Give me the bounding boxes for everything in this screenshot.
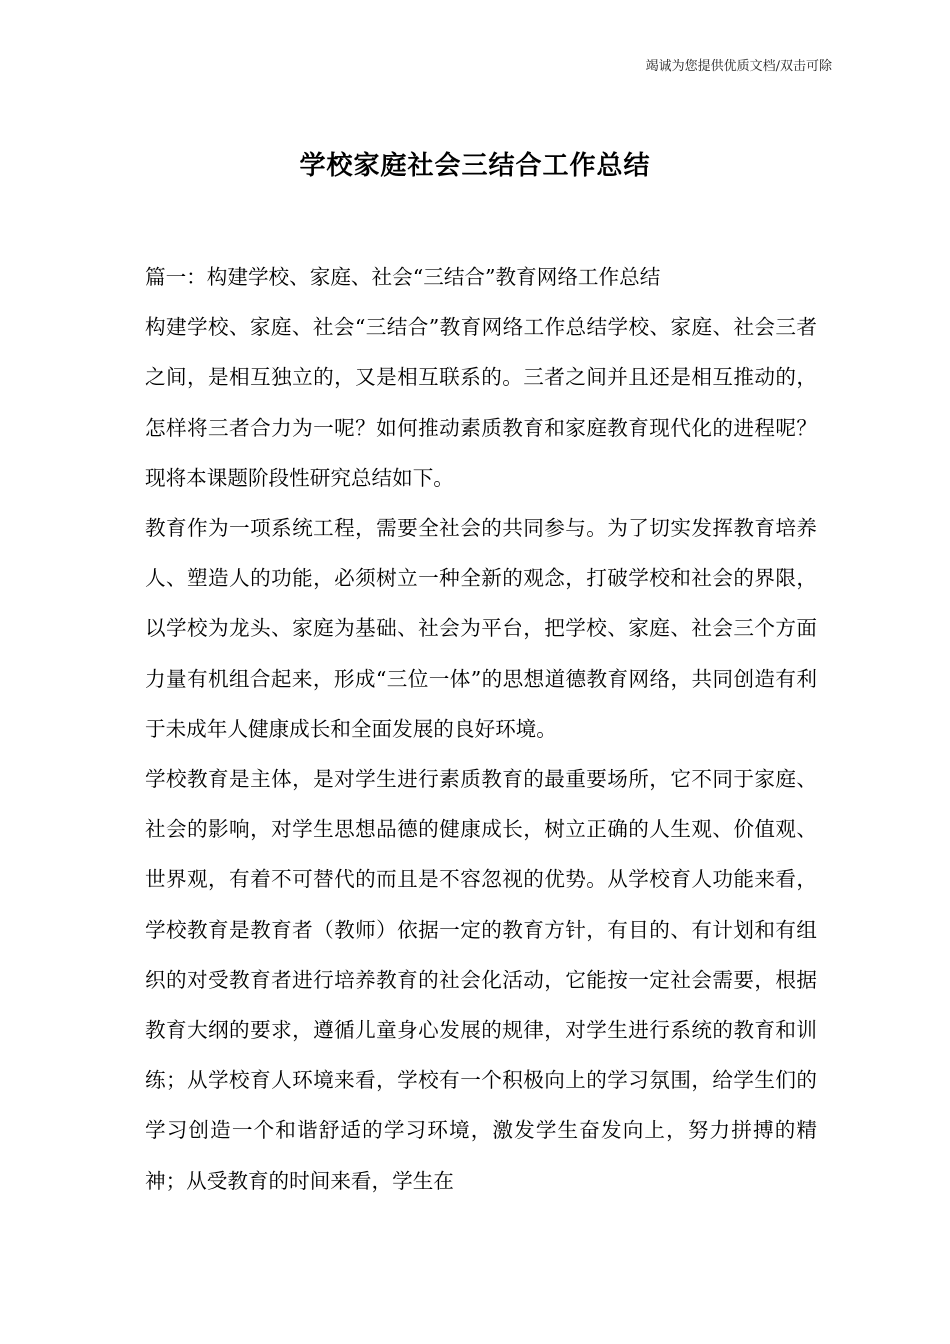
paragraph-1: 构建学校、家庭、社会“三结合”教育网络工作总结学校、家庭、社会三者之间，是相互独立的，又是相互联系的。三者之间并且还是相互推动的，怎样将三者合力为一呢？如何推动素质教育和家庭教育现代化的进程呢？现将本课题阶段性研究总结如下。 — [145, 315, 817, 490]
paragraph-3: 学校教育是主体，是对学生进行素质教育的最重要场所，它不同于家庭、社会的影响，对学生思想品德的健康成长，树立正确的人生观、价值观、世界观，有着不可替代的而且是不容忽视的优势。从学校育人功能来看，学校教育是教育者（教师）依据一定的教育方针，有目的、有计划和有组织的对受教育者进行培养教育的社会化活动，它能按一定社会需要，根据教育大纲的要求，遵循儿童身心发展的规律，对学生进行系统的教育和训练；从学校育人环境来看，学校有一个积极向上的学习氛围，给学生们的学习创造一个和谐舒适的学习环境，激发学生奋发向上，努力拼搏的精神；从受教育的时间来看，学生在 — [145, 767, 817, 1193]
document-body — [145, 252, 817, 1206]
paragraph-2: 教育作为一项系统工程，需要全社会的共同参与。为了切实发挥教育培养人、塑造人的功能，必须树立一种全新的观念，打破学校和社会的界限，以学校为龙头、家庭为基础、社会为平台，把学校、家庭、社会三个方面力量有机组合起来，形成“三位一体”的思想道德教育网络，共同创造有利于未成年人健康成长和全面发展的良好环境。 — [145, 516, 817, 741]
document-title: 学校家庭社会三结合工作总结 — [299, 151, 651, 181]
header-note: 竭诚为您提供优质文档/双击可除 — [645, 59, 832, 74]
section-heading: 篇一：构建学校、家庭、社会“三结合”教育网络工作总结 — [145, 265, 661, 289]
